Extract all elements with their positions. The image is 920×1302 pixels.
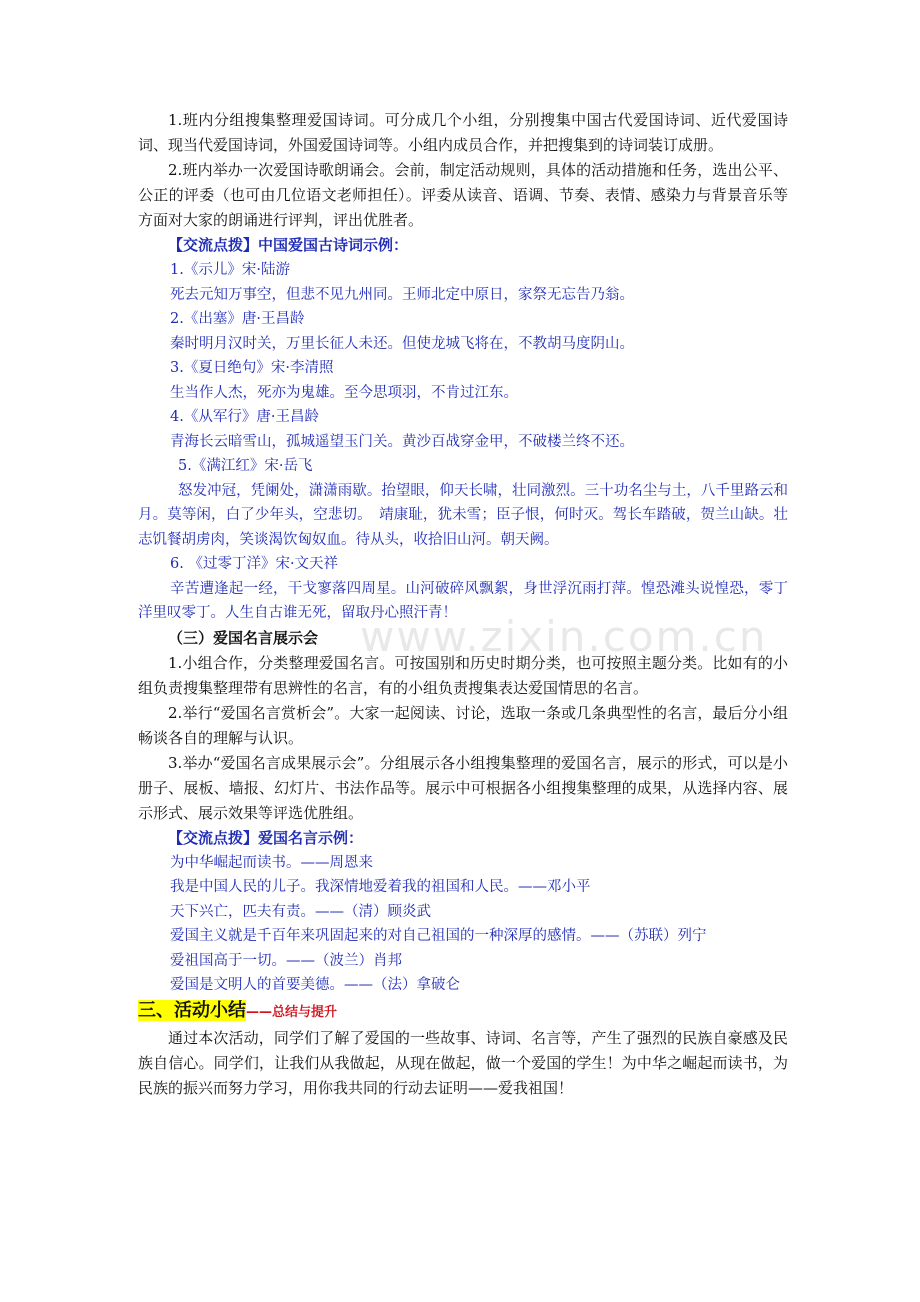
activity-paragraph-2: 2.班内举办一次爱国诗歌朗诵会。会前，制定活动规则，具体的活动措施和任务，选出公平、公正的评委（也可由几位语文老师担任）。评委从读音、语调、节奏、表情、感染力与背景音乐等方面对大家的朗诵进行评判，评出优胜者。: [138, 161, 788, 229]
watermark: www.zixin.com.cn: [360, 612, 768, 661]
poem-text-4: 青海长云暗雪山，孤城遥望玉门关。黄沙百战穿金甲，不破楼兰终不还。: [170, 433, 634, 450]
summary-paragraph: 通过本次活动，同学们了解了爱国的一些故事、诗词、名言等，产生了强烈的民族自豪感及民族自信心。同学们，让我们从我做起，从现在做起，做一个爱国的学生！为中华之崛起而读书，为民族的振兴而努力学习，用你我共同的行动去证明——爱我祖国！: [138, 1028, 788, 1097]
poems-heading: 【交流点拨】中国爱国古诗词示例：: [168, 236, 409, 254]
summary-heading: 三、活动小结: [138, 999, 246, 1021]
poem-text-2: 秦时明月汉时关，万里长征人未还。但使龙城飞将在，不教胡马度阴山。: [170, 335, 634, 352]
document-page: [138, 108, 788, 1101]
poem-text-6: 辛苦遭逢起一经，干戈寥落四周星。山河破碎风飘絮，身世浮沉雨打萍。惶恐滩头说惶恐，零丁洋里叹零丁。人生自古谁无死，留取丹心照汗青！: [138, 580, 788, 621]
quote-1: 为中华崛起而读书。——周恩来: [170, 854, 373, 871]
quote-2: 我是中国人民的儿子。我深情地爱着我的祖国和人民。——邓小平: [170, 879, 591, 895]
quote-5: 爱祖国高于一切。——（波兰）肖邦: [170, 952, 402, 969]
summary-subheading: ——总结与提升: [246, 1004, 338, 1020]
poem-title-5: 5.《满江红》宋·岳飞: [178, 458, 313, 474]
activity-paragraph-1: 1.班内分组搜集整理爱国诗词。可分成几个小组，分别搜集中国古代爱国诗词、近代爱国诗词、现当代爱国诗词，外国爱国诗词等。小组内成员合作，并把搜集到的诗词装订成册。: [138, 111, 788, 154]
poem-text-1: 死去元知万事空，但悲不见九州同。王师北定中原日，家祭无忘告乃翁。: [170, 286, 634, 303]
poem-title-2: 2.《出塞》唐·王昌龄: [170, 311, 305, 327]
activity-paragraph-3: 1.小组合作，分类整理爱国名言。可按国别和历史时期分类，也可按照主题分类。比如有的小组负责搜集整理带有思辨性的名言，有的小组负责搜集表达爱国情思的名言。: [138, 653, 788, 697]
quote-3: 天下兴亡，匹夫有责。——（清）顾炎武: [170, 903, 431, 920]
quote-6: 爱国是文明人的首要美德。——（法）拿破仑: [170, 977, 460, 993]
poem-text-5: 怒发冲冠，凭阑处，潇潇雨歇。抬望眼，仰天长啸，壮同激烈。三十功名尘与土，八千里路云和月。莫等闲，白了少年头，空悲切。 靖康耻，犹未雪；臣子恨，何时灭。驾长车踏破，贺兰山缺。壮志饥餐胡虏肉，笑谈渴饮匈奴血。待从头，收拾旧山河。朝天阙。: [138, 482, 788, 548]
poem-title-1: 1.《示儿》宋·陆游: [170, 262, 290, 278]
activity-paragraph-4: 2.举行“爱国名言赏析会”。大家一起阅读、讨论，选取一条或几条典型性的名言，最后分小组畅谈各自的理解与认识。: [138, 703, 788, 747]
poem-title-4: 4.《从军行》唐·王昌龄: [170, 409, 319, 425]
poem-title-6: 6. 《过零丁洋》宋·文天祥: [170, 556, 339, 572]
section3-heading: （三）爱国名言展示会: [168, 628, 319, 647]
quote-4: 爱国主义就是千百年来巩固起来的对自己祖国的一种深厚的感情。——（苏联）列宁: [170, 928, 707, 944]
activity-paragraph-5: 3.举办“爱国名言成果展示会”。分组展示各小组搜集整理的爱国名言，展示的形式，可以是小册子、展板、墙报、幻灯片、书法作品等。展示中可根据各小组搜集整理的成果，从选择内容、展示形式、展示效果等评选优胜组。: [138, 753, 788, 822]
quotes-heading: 【交流点拨】爱国名言示例：: [168, 828, 364, 847]
summary-heading-line: [138, 998, 788, 1026]
poem-title-3: 3.《夏日绝句》宋·李清照: [170, 360, 334, 376]
poem-text-3: 生当作人杰，死亦为鬼雄。至今思项羽，不肯过江东。: [170, 384, 518, 401]
